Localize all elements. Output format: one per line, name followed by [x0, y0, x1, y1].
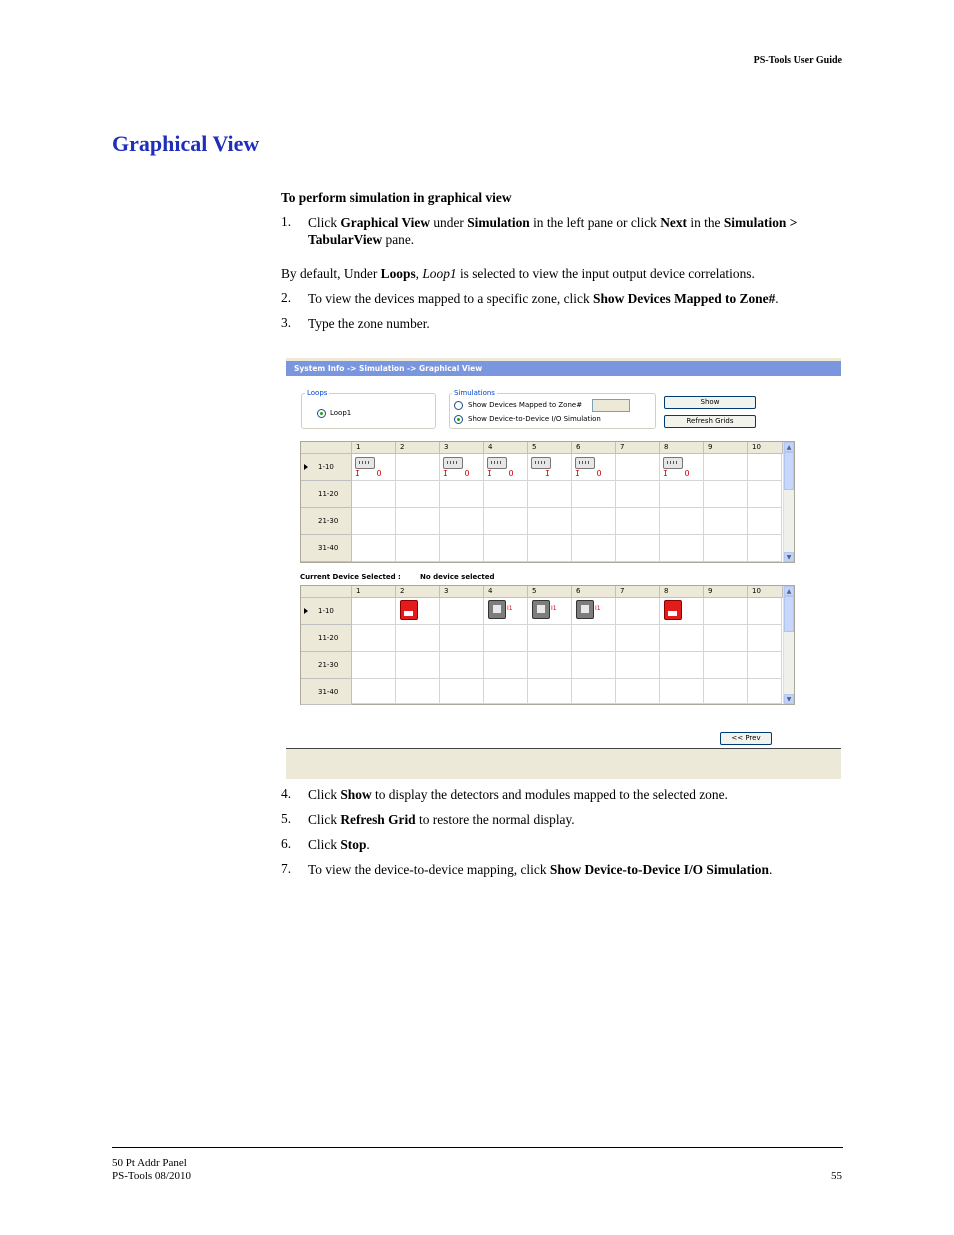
fire-alarm-icon[interactable] — [400, 600, 418, 620]
footer-rule — [112, 1147, 843, 1148]
step-6: Click Stop. — [308, 837, 370, 852]
scroll-up-icon[interactable]: ▲ — [784, 586, 794, 596]
scroll-up-icon[interactable]: ▲ — [784, 442, 794, 452]
column-header: 5 — [528, 586, 572, 598]
io-module-icon[interactable] — [488, 600, 506, 619]
column-header: 2 — [396, 442, 440, 454]
column-header: 4 — [484, 586, 528, 598]
current-row-arrow-icon — [304, 608, 308, 614]
show-devices-zone-radio[interactable] — [454, 401, 463, 410]
step-number: 3. — [281, 315, 292, 330]
default-note: By default, Under Loops, Loop1 is selected to view the input output device correlations. — [281, 266, 755, 281]
loop1-label: Loop1 — [330, 409, 352, 417]
step-number: 1. — [281, 214, 292, 229]
column-header: 8 — [660, 442, 704, 454]
step-number: 6. — [281, 836, 292, 851]
current-device-label: Current Device Selected : — [300, 573, 401, 581]
device-to-device-label: Show Device-to-Device I/O Simulation — [468, 415, 601, 423]
row-header: 31-40 — [301, 535, 352, 562]
section-title: Graphical View — [112, 131, 260, 156]
footer-product: 50 Pt Addr Panel — [112, 1157, 187, 1169]
column-header: 10 — [748, 442, 783, 454]
show-button[interactable]: Show — [664, 396, 756, 409]
heat-detector-icon[interactable] — [531, 457, 551, 469]
row-header: 11-20 — [301, 625, 352, 652]
procedure-heading: To perform simulation in graphical view — [281, 190, 512, 205]
step-3: Type the zone number. — [308, 316, 430, 331]
column-header: 1 — [352, 442, 396, 454]
smoke-detector-icon[interactable] — [663, 457, 683, 469]
bottom-grid-scrollbar[interactable] — [783, 586, 794, 704]
smoke-detector-icon[interactable] — [575, 457, 595, 469]
scroll-down-icon[interactable]: ▼ — [784, 694, 794, 704]
column-header: 1 — [352, 586, 396, 598]
scroll-thumb[interactable] — [784, 596, 794, 632]
io-device-grid-bottom: 1 2 3 4 5 6 7 8 9 10 1-10 11-20 21-30 31-40 I1 I1 I1 ▲ ▼ — [300, 585, 795, 705]
refresh-grids-button[interactable]: Refresh Grids — [664, 415, 756, 428]
show-devices-zone-label: Show Devices Mapped to Zone# — [468, 401, 583, 409]
smoke-detector-icon[interactable] — [443, 457, 463, 469]
status-bar — [286, 748, 841, 779]
row-header: 21-30 — [301, 508, 352, 535]
prev-button[interactable]: << Prev — [720, 732, 772, 745]
column-header: 10 — [748, 586, 783, 598]
loops-legend: Loops — [307, 389, 328, 397]
column-header: 4 — [484, 442, 528, 454]
window-titlebar: System Info -> Simulation -> Graphical View — [286, 361, 841, 376]
loop1-radio[interactable] — [317, 409, 326, 418]
row-header: 1-10 — [301, 454, 352, 481]
scroll-thumb[interactable] — [784, 452, 794, 490]
step-number: 2. — [281, 290, 292, 305]
top-grid-scrollbar[interactable] — [783, 442, 794, 562]
scroll-down-icon[interactable]: ▼ — [784, 552, 794, 562]
step-1: Click Graphical View under Simulation in the left pane or click Next in the Simulation > TabularView pane. — [308, 215, 798, 247]
column-header: 6 — [572, 442, 616, 454]
column-header: 9 — [704, 586, 748, 598]
step-5: Click Refresh Grid to restore the normal display. — [308, 812, 575, 827]
row-header: 1-10 — [301, 598, 352, 625]
step-4: Click Show to display the detectors and modules mapped to the selected zone. — [308, 787, 728, 802]
step-7: To view the device-to-device mapping, click Show Device-to-Device I/O Simulation. — [308, 862, 773, 877]
io-module-icon[interactable] — [532, 600, 550, 619]
step-number: 4. — [281, 786, 292, 801]
column-header: 8 — [660, 586, 704, 598]
row-header: 21-30 — [301, 652, 352, 679]
io-module-icon[interactable] — [576, 600, 594, 619]
running-header: PS-Tools User Guide — [753, 55, 842, 66]
graphical-view-screenshot — [286, 358, 841, 778]
column-header: 5 — [528, 442, 572, 454]
step-number: 7. — [281, 861, 292, 876]
column-header: 3 — [440, 442, 484, 454]
column-header: 2 — [396, 586, 440, 598]
column-header: 9 — [704, 442, 748, 454]
row-header: 31-40 — [301, 679, 352, 705]
column-header: 7 — [616, 586, 660, 598]
column-header: 7 — [616, 442, 660, 454]
row-header: 11-20 — [301, 481, 352, 508]
current-row-arrow-icon — [304, 464, 308, 470]
smoke-detector-icon[interactable] — [487, 457, 507, 469]
page-number: 55 — [831, 1170, 842, 1182]
io-device-grid-top: 1 2 3 4 5 6 7 8 9 10 1-10 11-20 21-30 31-40 I O I O I O I I O I O ▲ ▼ — [300, 441, 795, 563]
step-2: To view the devices mapped to a specific zone, click Show Devices Mapped to Zone#. — [308, 291, 779, 306]
current-device-value: No device selected — [420, 573, 495, 581]
simulations-legend: Simulations — [454, 389, 495, 397]
smoke-detector-icon[interactable] — [355, 457, 375, 469]
window-content — [286, 376, 841, 748]
column-header: 6 — [572, 586, 616, 598]
step-number: 5. — [281, 811, 292, 826]
zone-number-input[interactable] — [592, 399, 630, 412]
device-to-device-radio[interactable] — [454, 415, 463, 424]
fire-alarm-icon[interactable] — [664, 600, 682, 620]
column-header: 3 — [440, 586, 484, 598]
footer-tool: PS-Tools 08/2010 — [112, 1170, 191, 1182]
